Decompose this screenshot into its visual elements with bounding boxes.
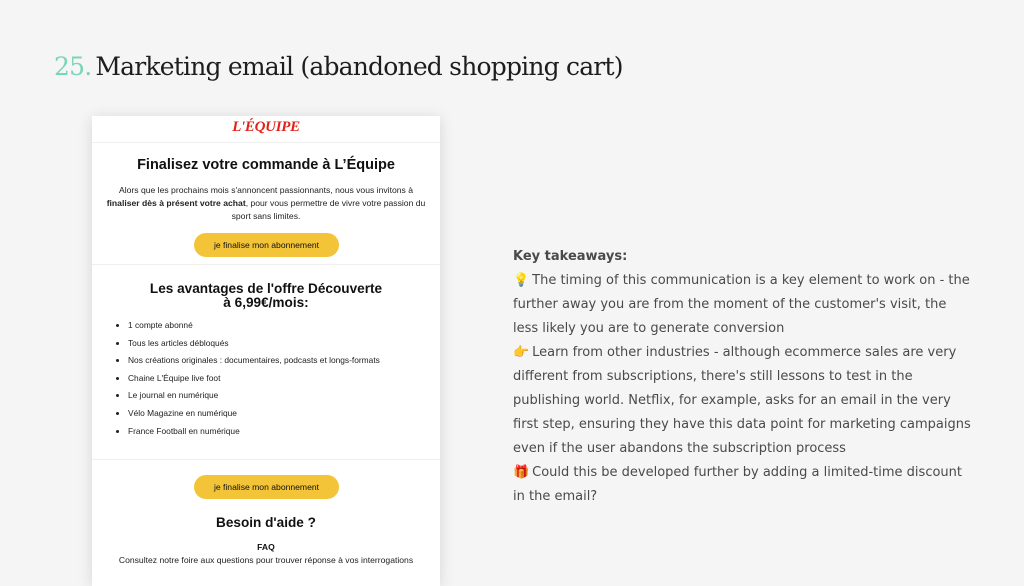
section-divider [92,459,440,460]
lequipe-logo: L'ÉQUIPE [232,119,300,135]
benefits-list [112,318,380,441]
section-divider [92,264,440,265]
intro-text-1: Alors que les prochains mois s'annoncent passionnants, nous vous invitons à [118,185,413,195]
slide-number: 25. [54,52,92,81]
takeaway-item [513,341,973,461]
email-intro [104,184,428,223]
takeaway-item [513,269,973,341]
faq-title: FAQ [257,542,275,552]
list-item: • 1 compte abonné [128,318,380,336]
takeaway-item [513,461,973,509]
offer-heading [92,282,440,310]
takeaways-heading: Key takeaways: [513,249,628,264]
gift-icon: 🎁 [513,465,530,480]
help-heading: Besoin d'aide ? [216,515,316,530]
offer-heading-line2: à 6,99€/mois: [223,295,309,310]
slide-title-text: Marketing email (abandoned shopping cart) [95,52,623,81]
slide-title [54,52,623,81]
takeaway-text: Learn from other industries - although ecommerce sales are very different from subscriptions, there's still lessons to test in the publishing world. Netflix, for example, asks for an email in the very first step, ensuring they have this data point for marketing campaigns even if the user abandons the subscription process [513,345,971,456]
offer-heading-line1: Les avantages de l'offre Découverte [149,281,383,296]
takeaway-text: Could this be developed further by adding a limited-time discount in the email? [513,465,962,504]
list-item: • Chaine L'Équipe live foot [128,371,380,389]
list-item: • Le journal en numérique [128,388,380,406]
email-preview [92,116,440,586]
list-item: • France Football en numérique [128,424,380,442]
intro-text-2: , pour vous permettre de vivre votre passion du sport sans limites. [231,198,426,221]
key-takeaways [513,245,973,509]
header-divider [92,142,440,143]
intro-bold: finaliser dès à présent votre achat [106,198,246,208]
list-item: • Nos créations originales : documentaires, podcasts et longs-formats [128,353,380,371]
lightbulb-icon: 💡 [513,273,530,288]
finalize-subscription-button-2[interactable]: je finalise mon abonnement [194,475,339,499]
takeaway-text: The timing of this communication is a key element to work on - the further away you are from the moment of the customer's visit, the less likely you are to generate conversion [513,273,970,336]
finalize-subscription-button[interactable]: je finalise mon abonnement [194,233,339,257]
list-item: • Vélo Magazine en numérique [128,406,380,424]
list-item: • Tous les articles débloqués [128,336,380,354]
email-heading: Finalisez votre commande à L’Équipe [137,157,395,173]
faq-text: Consultez notre foire aux questions pour trouver réponse à vos interrogations [118,555,414,565]
pointing-hand-icon: 👉 [513,345,530,360]
